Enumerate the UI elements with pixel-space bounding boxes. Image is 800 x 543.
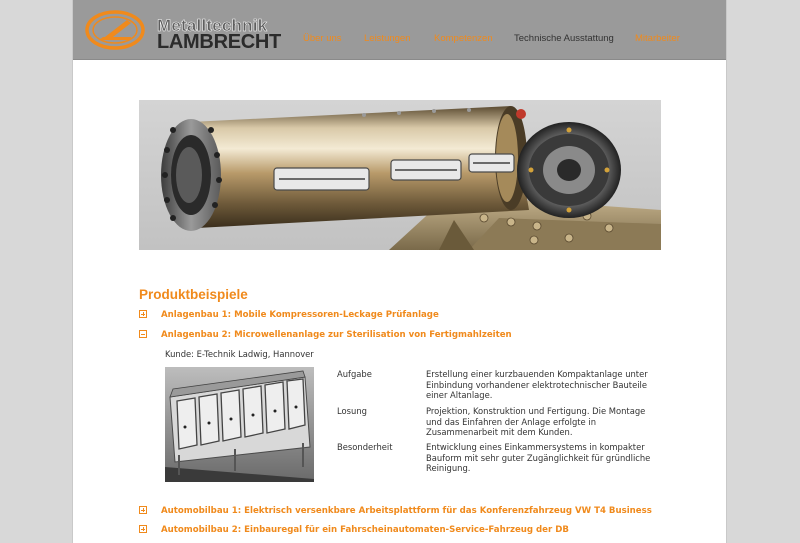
accordion-item-title: Anlagenbau 1: Mobile Kompressoren-Leckage Prüfanlage [161, 310, 439, 320]
machine-photo-icon [139, 100, 661, 250]
nav-mitarbeiter[interactable]: Mitarbeiter [635, 33, 680, 44]
customer-label: Kunde: E-Technik Ladwig, Hannover [165, 349, 314, 359]
accordion-item-title: Automobilbau 2: Einbauregal für ein Fahrscheinautomaten-Service-Fahrzeug der DB [161, 525, 569, 535]
nav-leistungen[interactable]: Leistungen [364, 33, 411, 44]
nav-ueber-uns[interactable]: Über uns [303, 33, 342, 44]
hero-image [139, 100, 661, 250]
detail-text-besonderheit: Entwicklung eines Einkammersystems in kompakter Bauform mit sehr guter Zugänglichkeit für gründliche Reinigung. [426, 442, 651, 473]
accordion-item-automobilbau-1[interactable] [139, 505, 652, 516]
detail-label-besonderheit: Besonderheit [337, 442, 393, 452]
accordion-item-anlagenbau-2[interactable] [139, 329, 512, 340]
detail-text-losung: Projektion, Konstruktion und Fertigung. Die Montage und das Einfahren der Anlage erfolgte in Zusammenarbeit mit dem Kunden. [426, 406, 646, 437]
page-heading: Produktbeispiele [139, 287, 248, 302]
logo-emblem-icon [85, 10, 147, 50]
logo-line2: LAMBRECHT [157, 31, 281, 53]
accordion-item-title: Anlagenbau 2: Microwellenanlage zur Sterilisation von Fertigmahlzeiten [161, 330, 512, 340]
page [72, 0, 727, 543]
accordion-item-automobilbau-2[interactable] [139, 524, 569, 535]
detail-label-aufgabe: Aufgabe [337, 369, 372, 379]
detail-text-aufgabe: Erstellung einer kurzbauenden Kompaktanlage unter Einbindung vorhandener elektrotechnischer Bauteile einer Altanlage. [426, 369, 648, 400]
accordion-item-anlagenbau-1[interactable] [139, 309, 439, 320]
expand-plus-icon[interactable] [139, 310, 147, 318]
nav-technische-ausstattung[interactable]: Technische Ausstattung [514, 33, 614, 44]
logo-line1: Metalltechnik [157, 16, 268, 35]
product-photo [165, 367, 314, 482]
detail-label-losung: Losung [337, 406, 367, 416]
expand-plus-icon[interactable] [139, 525, 147, 533]
sterilisation-machine-photo-icon [165, 367, 314, 482]
nav-kompetenzen[interactable]: Kompetenzen [434, 33, 493, 44]
expand-plus-icon[interactable] [139, 506, 147, 514]
collapse-minus-icon[interactable] [139, 330, 147, 338]
logo[interactable] [85, 10, 281, 53]
site-header [73, 0, 727, 60]
accordion-item-title: Automobilbau 1: Elektrisch versenkbare Arbeitsplattform für das Konferenzfahrzeug VW T4 Business [161, 506, 652, 516]
